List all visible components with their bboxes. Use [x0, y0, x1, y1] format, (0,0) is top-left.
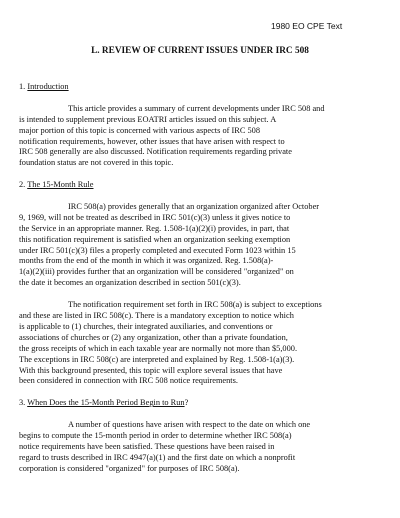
- paragraph-line: IRC 508(a) provides generally that an organization organized after October: [68, 201, 320, 211]
- section-heading: [19, 180, 381, 191]
- paragraph-line: The exceptions in IRC 508(c) are interpreted and explained by Reg. 1.508-1(a)(3).: [19, 354, 295, 364]
- section-number: 1.: [19, 82, 26, 91]
- paragraph-line: and these are listed in IRC 508(c). There is a mandatory exception to notice which: [19, 310, 294, 320]
- paragraph-line: foundation status are not covered in this topic.: [19, 158, 174, 168]
- paragraph-line: this notification requirement is satisfied when an organization seeking exemption: [19, 234, 291, 244]
- document-body: [19, 82, 381, 485]
- paragraph-line: months from the end of the month in which it was organized. Reg. 1.508(a)-: [19, 256, 274, 266]
- paragraph-line: the Service in an appropriate manner. Reg. 1.508-1(a)(2)(i) provides, in part, that: [19, 223, 290, 233]
- paragraph-line: is applicable to (1) churches, their integrated auxiliaries, and conventions or: [19, 321, 273, 331]
- paragraph-line: under IRC 501(c)(3) files a properly completed and executed Form 1023 within 15: [19, 245, 296, 255]
- paragraph-line: begins to compute the 15-month period in order to determine whether IRC 508(a): [19, 430, 292, 440]
- paragraph-line: the date it becomes an organization described in section 501(c)(3).: [19, 278, 241, 288]
- paragraph-line: notice requirements have been satisfied. These questions have been raised in: [19, 441, 275, 451]
- section-heading: [19, 398, 381, 409]
- paragraph-line: the gross receipts of which in each taxable year are normally not more than $5,000.: [19, 343, 298, 353]
- paragraph: [19, 420, 381, 475]
- paragraph: [19, 300, 381, 387]
- section-heading-suffix: ?: [184, 398, 189, 408]
- paragraph-line: IRC 508 generally are also discussed. Notification requirements regarding private: [19, 147, 292, 157]
- paragraph-line: regard to trusts described in IRC 4947(a)(1) and the first date on which a nonprofit: [19, 452, 296, 462]
- section-heading-text: When Does the 15-Month Period Begin to Run: [27, 398, 185, 408]
- paragraph: [19, 104, 381, 169]
- section-number: 3.: [19, 398, 26, 408]
- section-number: 2.: [19, 180, 26, 190]
- paragraph-line: is intended to supplement previous EOATRI articles issued on this subject. A: [19, 114, 277, 124]
- paragraph-line: With this background presented, this topic will explore several issues that have: [19, 365, 283, 375]
- section-heading: [19, 82, 381, 93]
- paragraph-line: The notification requirement set forth in IRC 508(a) is subject to exceptions: [68, 300, 322, 310]
- paragraph-line: major portion of this topic is concerned with various aspects of IRC 508: [19, 125, 260, 135]
- paragraph-line: associations of churches or (2) any organization, other than a private foundation,: [19, 332, 288, 342]
- document-title: L. REVIEW OF CURRENT ISSUES UNDER IRC 508: [91, 46, 309, 56]
- paragraph-line: 9, 1969, will not be treated as described in IRC 501(c)(3) unless it gives notice to: [19, 212, 291, 222]
- section-heading-text: Introduction: [27, 82, 69, 91]
- paragraph-line: corporation is considered "organized" for purposes of IRC 508(a).: [19, 463, 240, 473]
- paragraph-line: This article provides a summary of current developments under IRC 508 and: [68, 103, 325, 113]
- paragraph-line: A number of questions have arisen with respect to the date on which one: [68, 420, 311, 429]
- running-header: 1980 EO CPE Text: [271, 21, 343, 31]
- paragraph-line: been considered in connection with IRC 508 notice requirements.: [19, 376, 238, 386]
- paragraph-line: 1(a)(2)(iii) provides further that an organization will be considered "organized" on: [19, 267, 294, 277]
- section-heading-text: The 15-Month Rule: [27, 180, 94, 190]
- paragraph: [19, 202, 381, 289]
- paragraph-line: notification requirements, however, other issues that have arisen with respect to: [19, 136, 285, 146]
